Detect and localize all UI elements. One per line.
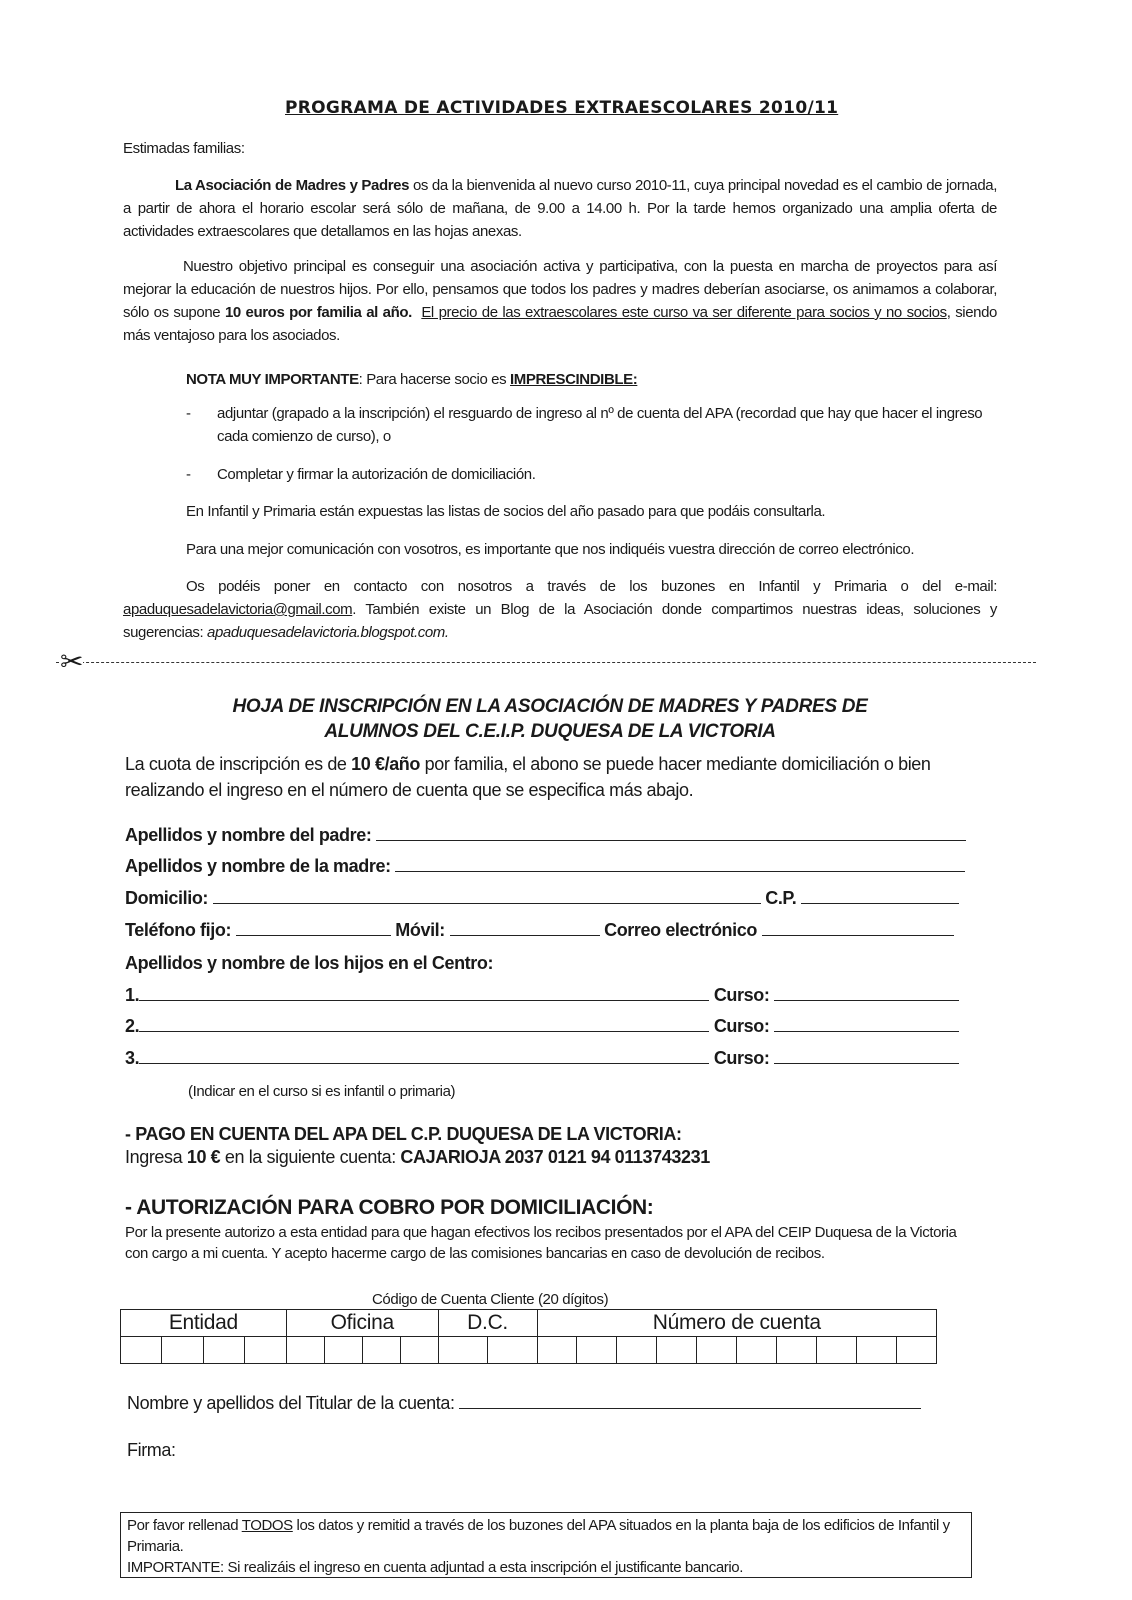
mother-label: Apellidos y nombre de la madre: <box>125 856 391 876</box>
note-text: : Para hacerse socio es <box>358 371 510 388</box>
payment-amount: 10 € <box>186 1147 221 1167</box>
digit-row <box>121 1337 937 1364</box>
bullet-item: Completar y firmar la autorización de domiciliación. <box>217 466 536 483</box>
intro-text: La cuota de inscripción es de <box>125 754 352 774</box>
child-row[interactable] <box>125 1048 959 1069</box>
fee-intro <box>125 751 955 803</box>
payment-text: en la siguiente cuenta: <box>220 1147 401 1167</box>
payment-details <box>125 1147 710 1168</box>
table-header-row <box>121 1310 937 1337</box>
course-hint: (Indicar en el curso si es infantil o primaria) <box>188 1083 456 1100</box>
phone-label: Teléfono fijo: <box>125 920 232 940</box>
course-label: Curso: <box>713 1016 770 1036</box>
authorization-text: Por la presente autorizo a esta entidad para que hagan efectivos los recibos presentados por el APA del CEIP Duquesa de la Victoria con cargo a mi cuenta. Y acepto hacerme cargo de las comisiones bancarias en caso de devolución de recibos. <box>125 1224 957 1262</box>
greeting: Estimadas familias: <box>123 140 245 157</box>
form-title <box>130 694 970 744</box>
digit-cell[interactable] <box>537 1337 577 1364</box>
paragraph-objective <box>123 255 997 347</box>
form-title-line2: ALUMNOS DEL C.E.I.P. DUQUESA DE LA VICTORIA <box>324 721 776 742</box>
address-label: Domicilio: <box>125 888 209 908</box>
payment-text: Ingresa <box>125 1147 187 1167</box>
form-title-line1: HOJA DE INSCRIPCIÓN EN LA ASOCIACIÓN DE MADRES Y PADRES DE <box>232 696 868 717</box>
digit-cell[interactable] <box>286 1337 324 1364</box>
footer-important: IMPORTANTE: Si realizáis el ingreso en cuenta adjuntad a esta inscripción el justificante bancario. <box>127 1559 744 1576</box>
association-name: La Asociación de Madres y Padres <box>175 177 410 194</box>
digit-cell[interactable] <box>121 1337 162 1364</box>
course-label: Curso: <box>713 985 770 1005</box>
objective-text: Nuestro objetivo principal es conseguir una asociación activa y participativa, con la puesta en marcha de proyectos para así mejorar la educación de nuestros hijos. Por ello, pensamos que todos los padres y madres deberían asociarse, os animamos a colaborar, sólo os supone <box>123 258 997 321</box>
digit-cell[interactable] <box>577 1337 617 1364</box>
price-note: El precio de las extraescolares este curso va ser diferente para socios y no socios <box>421 304 947 321</box>
scissors-icon: ✂ <box>60 646 84 677</box>
page-title: PROGRAMA DE ACTIVIDADES EXTRAESCOLARES 2010/11 <box>285 98 839 118</box>
header-oficina: Oficina <box>286 1310 438 1337</box>
header-numero-cuenta: Número de cuenta <box>537 1310 937 1337</box>
mobile-label: Móvil: <box>395 920 445 940</box>
welcome-text: os da la bienvenida al nuevo curso 2010-11, cuya principal novedad es el cambio de jornada, a partir de ahora el horario escolar será sólo de mañana, de 9.00 a 14.00 h. Por la tarde hemos organizado una amplia oferta de actividades extraescolares que detallamos en las hojas anexas. <box>123 177 997 240</box>
father-label: Apellidos y nombre del padre: <box>125 825 372 845</box>
intro-text-end: por familia, el abono se puede hacer mediante domiciliación o bien realizando el ingreso en el número de cuenta que se especifica más abajo. <box>125 754 931 800</box>
intro-fee: 10 €/año <box>351 754 420 774</box>
digit-cell[interactable] <box>816 1337 856 1364</box>
footer-note-box <box>120 1512 972 1578</box>
digit-cell[interactable] <box>856 1337 896 1364</box>
footer-text: Por favor rellenad <box>127 1517 242 1534</box>
important-note <box>186 368 637 391</box>
paragraph-welcome <box>123 174 997 243</box>
account-code-table <box>120 1309 937 1364</box>
digit-cell[interactable] <box>737 1337 777 1364</box>
digit-cell[interactable] <box>162 1337 203 1364</box>
digit-cell[interactable] <box>697 1337 737 1364</box>
course-label: Curso: <box>713 1048 770 1068</box>
blog-link[interactable]: apaduquesadelavictoria.blogspot.com. <box>207 624 449 641</box>
blog-text: . También existe un Blog de la Asociación donde compartimos nuestras ideas, soluciones y sugerencias: <box>123 601 997 641</box>
digit-cell[interactable] <box>657 1337 697 1364</box>
child-number: 3. <box>125 1048 140 1068</box>
child-row[interactable] <box>125 985 959 1006</box>
digit-cell[interactable] <box>400 1337 438 1364</box>
child-number: 2. <box>125 1016 140 1036</box>
bullet-dash: - <box>186 405 191 422</box>
contact-paragraph <box>123 575 997 644</box>
footer-emphasis: TODOS <box>241 1517 293 1534</box>
phone-field[interactable] <box>125 920 954 941</box>
email-label: Correo electrónico <box>604 920 757 940</box>
child-row[interactable] <box>125 1016 959 1037</box>
holder-field[interactable] <box>127 1393 921 1414</box>
footer-text: los datos y remitid a través de los buzones del APA situados en la planta baja de los edificios de Infantil y Primaria. <box>127 1517 950 1555</box>
signature-label: Firma: <box>127 1440 176 1460</box>
cut-line <box>56 662 1036 663</box>
address-field[interactable] <box>125 888 959 909</box>
digit-cell[interactable] <box>896 1337 936 1364</box>
account-number: CAJARIOJA 2037 0121 94 0113743231 <box>400 1147 710 1167</box>
authorization-title: - AUTORIZACIÓN PARA COBRO POR DOMICILIACIÓN: <box>125 1196 654 1219</box>
postal-label: C.P. <box>765 888 797 908</box>
contact-text: Os podéis poner en contacto con nosotros a través de los buzones en Infantil y Primaria o del e-mail: <box>186 578 997 595</box>
father-field[interactable] <box>125 825 966 846</box>
bullet-dash: - <box>186 466 191 483</box>
digit-cell[interactable] <box>245 1337 286 1364</box>
fee-emphasis: 10 euros por familia al año. <box>224 304 412 321</box>
ccc-label: Código de Cuenta Cliente (20 dígitos) <box>372 1291 609 1308</box>
bullet-item: adjuntar (grapado a la inscripción) el resguardo de ingreso al nº de cuenta del APA (recordad que hay que hacer el ingreso cada comienzo de curso), o <box>217 405 983 445</box>
child-number: 1. <box>125 985 140 1005</box>
digit-cell[interactable] <box>777 1337 817 1364</box>
digit-cell[interactable] <box>324 1337 362 1364</box>
mother-field[interactable] <box>125 856 965 877</box>
holder-label: Nombre y apellidos del Titular de la cuenta: <box>127 1393 455 1413</box>
digit-cell[interactable] <box>617 1337 657 1364</box>
digit-cell[interactable] <box>438 1337 487 1364</box>
email-link[interactable]: apaduquesadelavictoria@gmail.com <box>123 601 353 618</box>
payment-title: - PAGO EN CUENTA DEL APA DEL C.P. DUQUESA DE LA VICTORIA: <box>125 1124 682 1144</box>
members-list-note: En Infantil y Primaria están expuestas las listas de socios del año pasado para que podáis consultarla. <box>186 503 826 520</box>
header-dc: D.C. <box>438 1310 537 1337</box>
children-label: Apellidos y nombre de los hijos en el Centro: <box>125 953 494 973</box>
note-emphasis: IMPRESCINDIBLE: <box>510 371 638 388</box>
objective-end: , siendo más ventajoso para los asociados. <box>123 304 997 344</box>
digit-cell[interactable] <box>362 1337 400 1364</box>
digit-cell[interactable] <box>488 1337 537 1364</box>
footer-instructions <box>127 1515 965 1557</box>
email-request: Para una mejor comunicación con vosotros, es importante que nos indiquéis vuestra dirección de correo electrónico. <box>186 541 915 558</box>
header-entidad: Entidad <box>121 1310 287 1337</box>
note-label: NOTA MUY IMPORTANTE <box>186 371 359 388</box>
digit-cell[interactable] <box>203 1337 244 1364</box>
